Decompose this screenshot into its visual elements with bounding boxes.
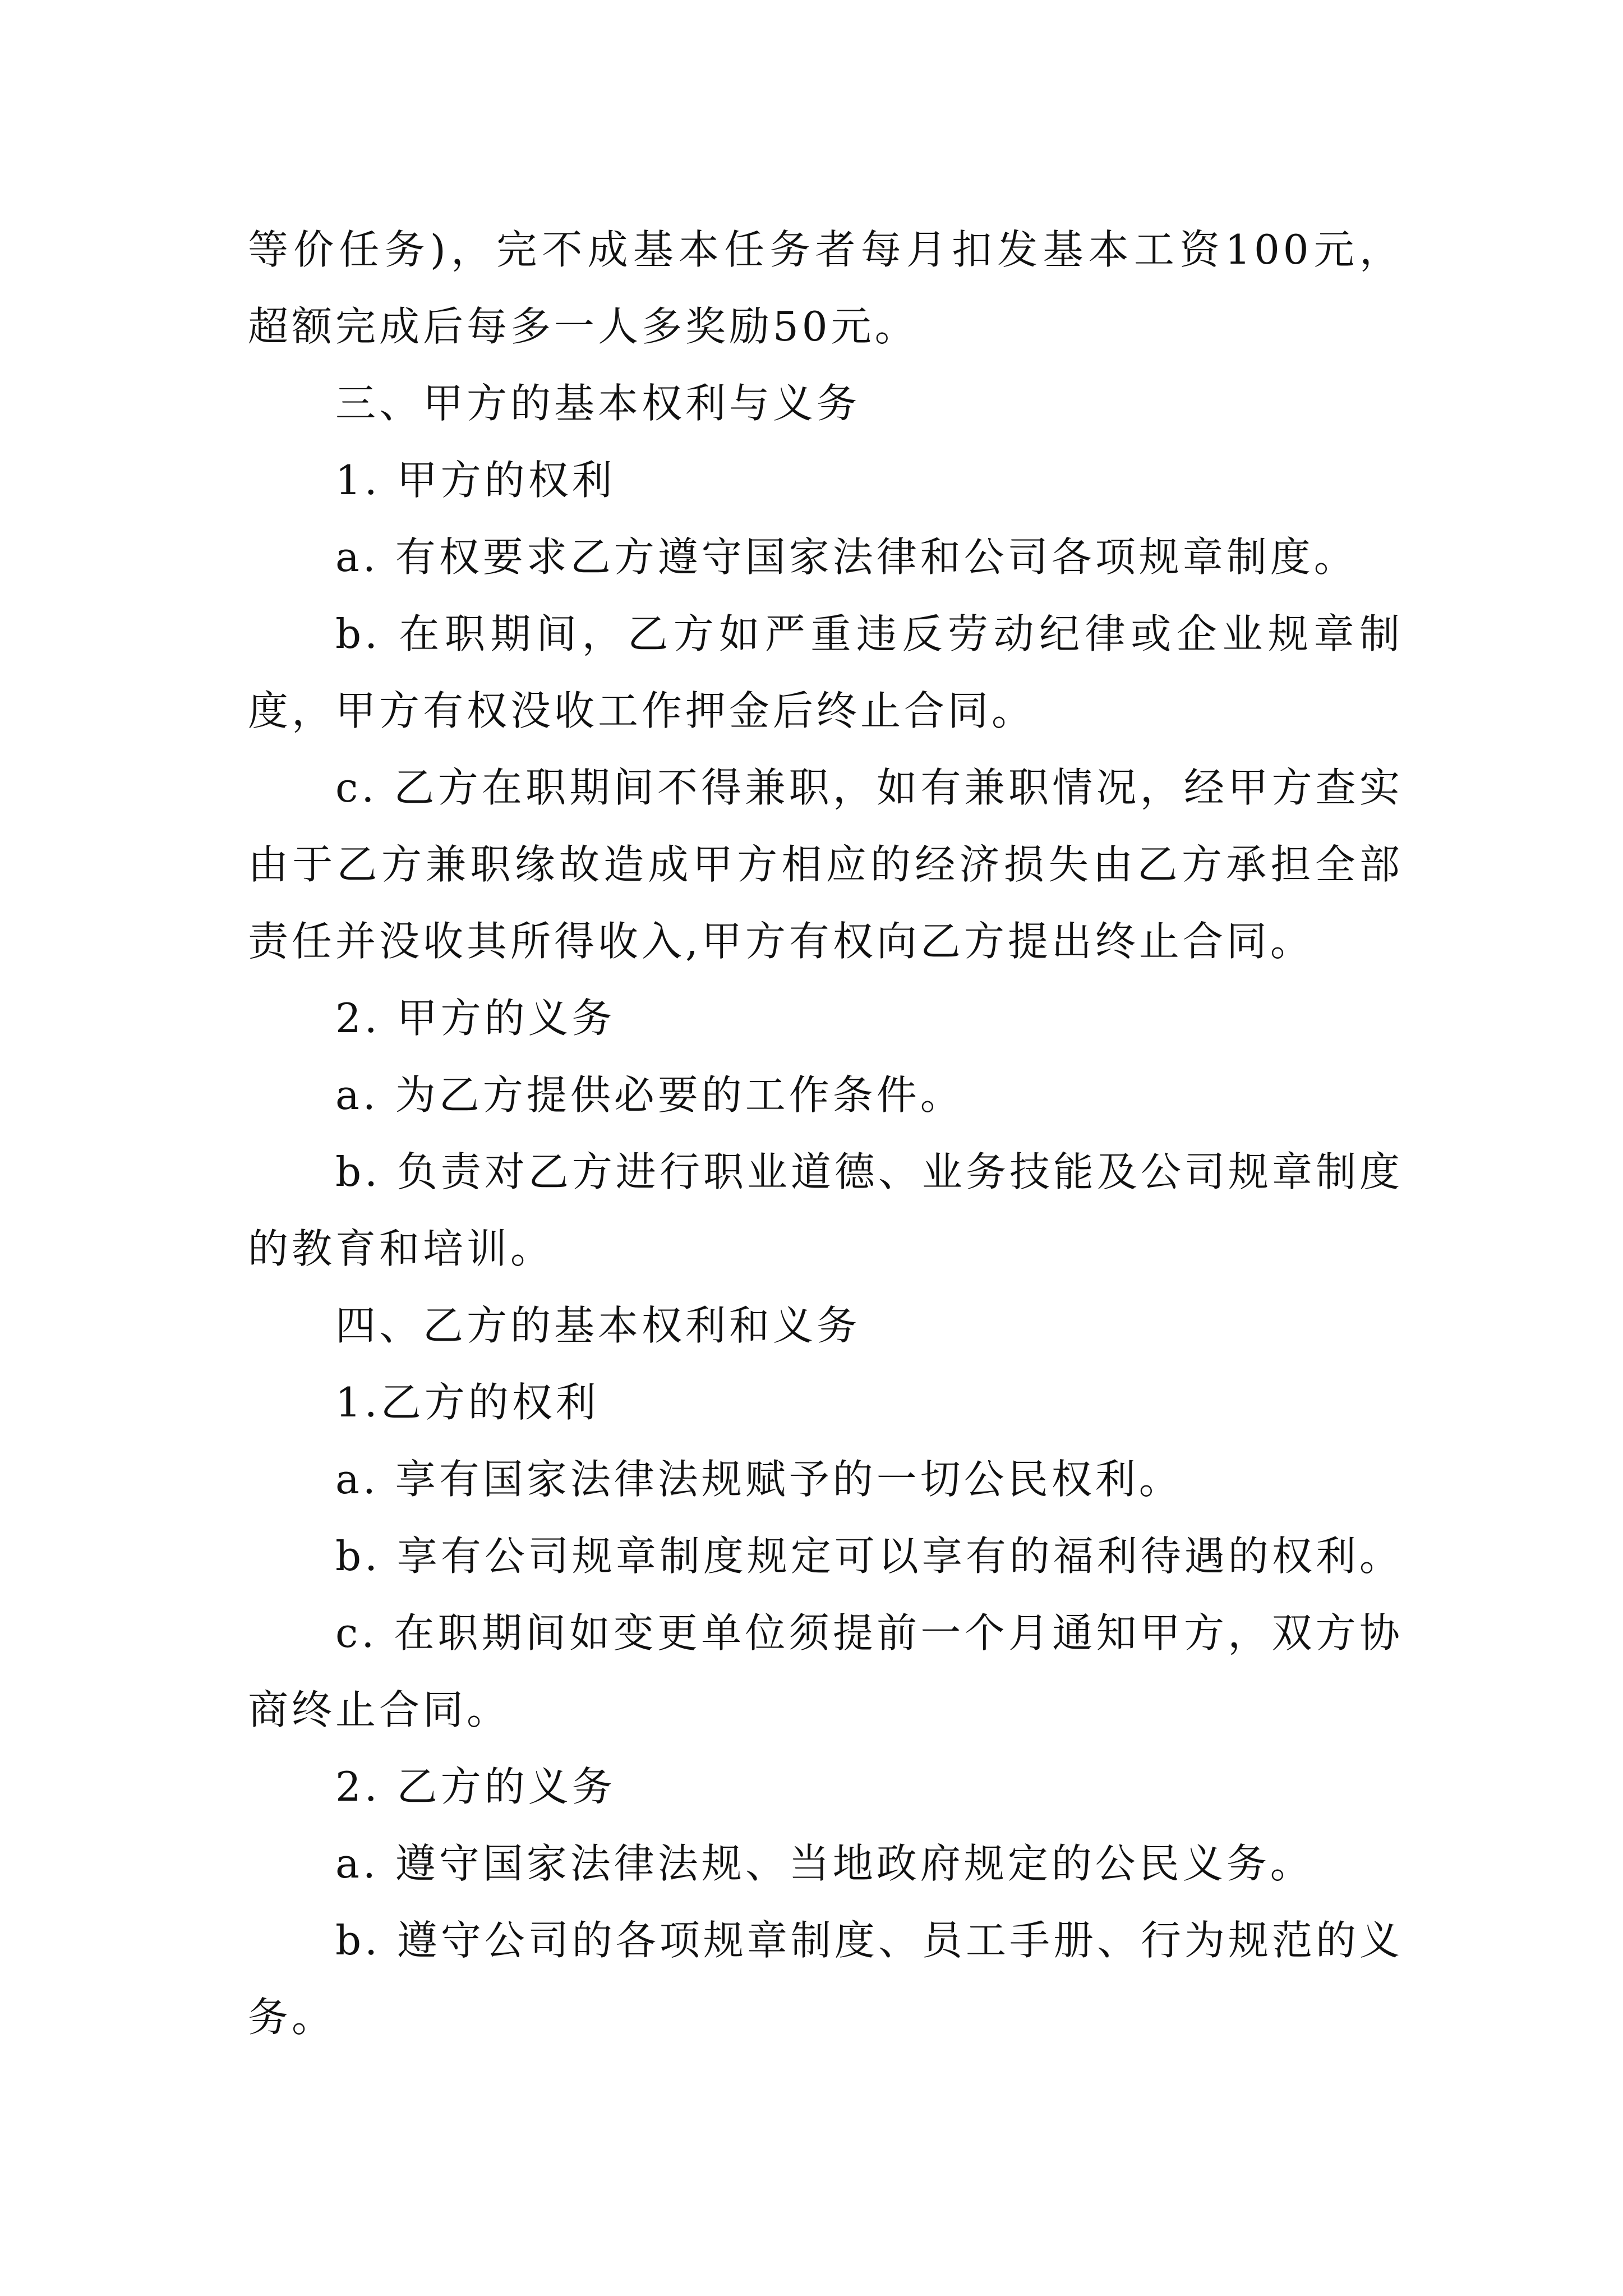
section-heading-party-b: 四、乙方的基本权利和义务 <box>335 1302 861 1349</box>
list-item: a. 享有国家法律法规赋予的一切公民权利。 <box>335 1456 1183 1503</box>
list-item: c. 在职期间如变更单位须提前一个月通知甲方，双方协商终止合同。 <box>248 1609 1403 1733</box>
list-item: b. 享有公司规章制度规定可以享有的福利待遇的权利。 <box>335 1533 1403 1580</box>
section-heading-party-a: 三、甲方的基本权利与义务 <box>335 380 861 427</box>
document-body <box>248 211 1403 2056</box>
list-item: b. 在职期间，乙方如严重违反劳动纪律或企业规章制度，甲方有权没收工作押金后终止合同。 <box>248 610 1403 734</box>
list-item: a. 有权要求乙方遵守国家法律和公司各项规章制度。 <box>335 533 1358 581</box>
subheading-party-b-duties: 2. 乙方的义务 <box>335 1763 616 1810</box>
list-item: c. 乙方在职期间不得兼职，如有兼职情况，经甲方查实由于乙方兼职缘故造成甲方相应的经济损失由乙方承担全部责任并没收其所得收入,甲方有权向乙方提出终止合同。 <box>248 764 1403 965</box>
subheading-party-a-rights: 1. 甲方的权利 <box>335 457 616 504</box>
list-item: a. 为乙方提供必要的工作条件。 <box>335 1071 964 1119</box>
subheading-party-a-duties: 2. 甲方的义务 <box>335 995 616 1042</box>
list-item: b. 负责对乙方进行职业道德、业务技能及公司规章制度的教育和培训。 <box>248 1148 1403 1272</box>
subheading-party-b-rights: 1.乙方的权利 <box>335 1379 600 1426</box>
list-item: a. 遵守国家法律法规、当地政府规定的公民义务。 <box>335 1840 1314 1887</box>
paragraph-continuation: 等价任务)，完不成基本任务者每月扣发基本工资100元，超额完成后每多一人多奖励50元。 <box>248 226 1403 350</box>
list-item: b. 遵守公司的各项规章制度、员工手册、行为规范的义务。 <box>248 1917 1403 2041</box>
